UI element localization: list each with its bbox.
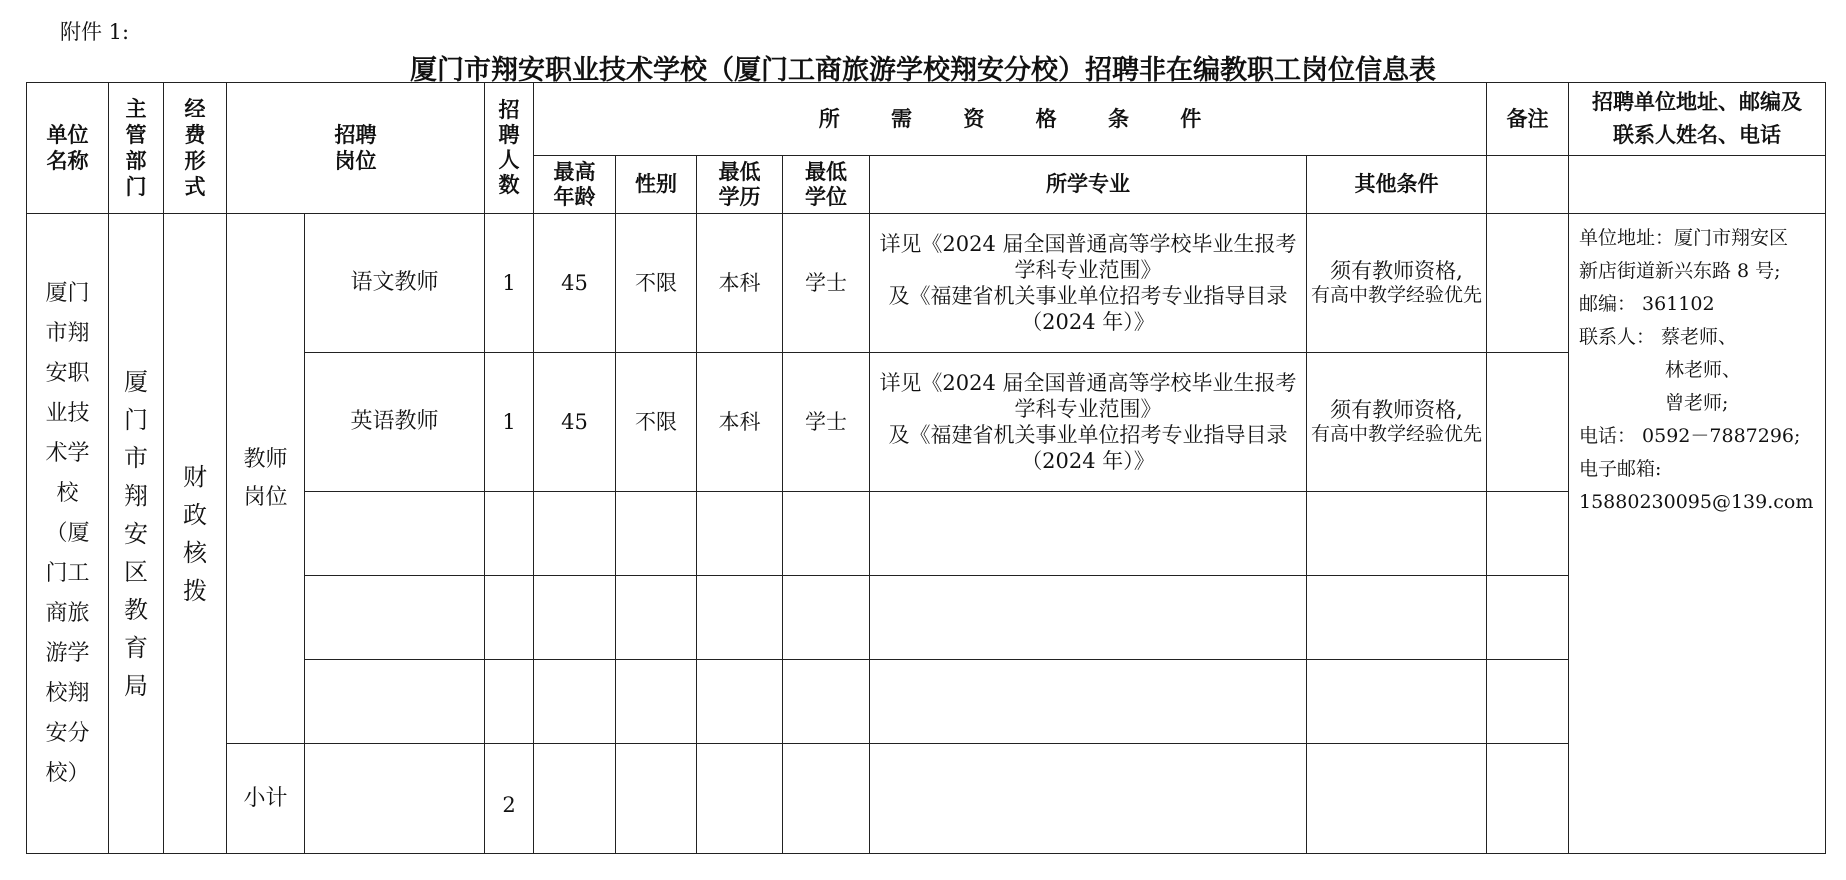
dept-cell: 厦门市翔安区教育局 — [109, 214, 164, 854]
count-cell: 1 — [485, 214, 534, 353]
header-position: 招聘岗位 — [227, 83, 485, 214]
education-cell: 本科 — [697, 214, 783, 353]
table-row — [27, 214, 1826, 353]
major-cell: 详见《2024 届全国普通高等学校毕业生报考学科专业范围》 及《福建省机关事业单位招考专业指导目录（2024 年）》 — [870, 353, 1307, 492]
major-cell: 详见《2024 届全国普通高等学校毕业生报考学科专业范围》 及《福建省机关事业单位招考专业指导目录（2024 年）》 — [870, 214, 1307, 353]
header-dept: 主管部门 — [109, 83, 164, 214]
header-funding: 经费形式 — [164, 83, 227, 214]
remarks-cell — [1487, 214, 1569, 353]
contact-cell: 单位地址：厦门市翔安区 新店街道新兴东路 8 号; 邮编： 361102 联系人： 蔡老师、 林老师、 曾老师; 电话： 0592－7887296; 电子邮箱: 15880230095@139.com — [1569, 214, 1826, 854]
subtotal-row — [27, 744, 1826, 854]
education-cell: 本科 — [697, 353, 783, 492]
header-requirements: 所 需 资 格 条 件 — [534, 83, 1487, 156]
header-min-degree: 最低学位 — [783, 156, 870, 214]
header-unit-name: 单位名称 — [27, 83, 109, 214]
header-count: 招聘人数 — [485, 83, 534, 214]
count-cell: 1 — [485, 353, 534, 492]
subtotal-label: 小计 — [227, 744, 305, 854]
header-gender: 性别 — [616, 156, 697, 214]
degree-cell: 学士 — [783, 214, 870, 353]
header-contact-blank — [1569, 156, 1826, 214]
max-age-cell: 45 — [534, 353, 616, 492]
degree-cell: 学士 — [783, 353, 870, 492]
recruitment-table — [26, 82, 1826, 854]
header-other: 其他条件 — [1307, 156, 1487, 214]
position-cell: 语文教师 — [305, 214, 485, 353]
email-text: 15880230095@139.com — [1579, 491, 1814, 513]
max-age-cell: 45 — [534, 214, 616, 353]
funding-cell: 财政核拨 — [164, 214, 227, 854]
header-remarks: 备注 — [1487, 83, 1569, 156]
attachment-label: 附件 1: — [60, 20, 130, 44]
other-cell: 须有教师资格, 有高中教学经验优先 — [1307, 214, 1487, 353]
header-remarks-blank — [1487, 156, 1569, 214]
document-title: 厦门市翔安职业技术学校（厦门工商旅游学校翔安分校）招聘非在编教职工岗位信息表 — [410, 55, 1436, 86]
header-major: 所学专业 — [870, 156, 1307, 214]
other-cell: 须有教师资格, 有高中教学经验优先 — [1307, 353, 1487, 492]
position-cell: 英语教师 — [305, 353, 485, 492]
header-min-education: 最低学历 — [697, 156, 783, 214]
subtotal-count: 2 — [485, 744, 534, 854]
unit-name-cell: 厦门市翔安职业技术学校（厦门工商旅游学校翔安分校） — [27, 214, 109, 854]
header-max-age: 最高年龄 — [534, 156, 616, 214]
gender-cell: 不限 — [616, 214, 697, 353]
category-cell: 教师岗位 — [227, 214, 305, 744]
remarks-cell — [1487, 353, 1569, 492]
header-contact: 招聘单位地址、邮编及联系人姓名、电话 — [1569, 83, 1826, 156]
gender-cell: 不限 — [616, 353, 697, 492]
